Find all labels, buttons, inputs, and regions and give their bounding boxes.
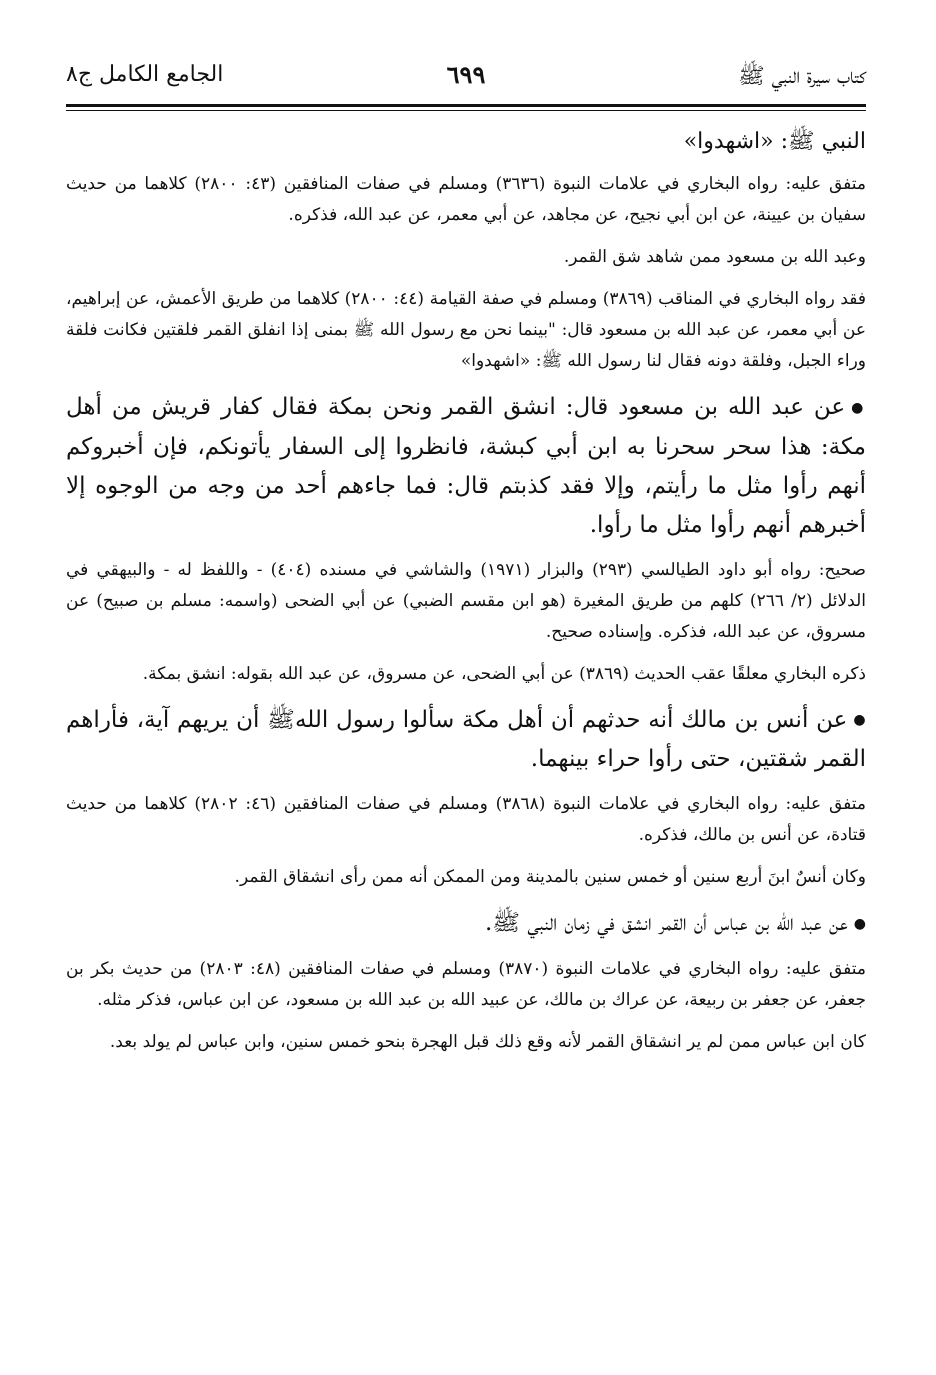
paragraph-note <box>66 242 866 273</box>
page-header <box>66 58 866 104</box>
paragraph-text: صحيح: رواه أبو داود الطيالسي (٢٩٣) والبزار (١٩٧١) والشاشي في مسنده (٤٠٤) - واللفظ له - والبيهقي في الدلائل (٢/ ٢٦٦) كلهم من طريق المغيرة (هو ابن مقسم الضبي) عن أبي الضحى (واسمه: مسلم بن صبيح) عن مسروق، عن عبد الله، فذكره. وإسناده صحيح. <box>66 559 866 642</box>
paragraph-note <box>66 862 866 893</box>
paragraph-text: متفق عليه: رواه البخاري في علامات النبوة (٣٨٧٠) ومسلم في صفات المنافقين (٤٨: ٢٨٠٣) من حديث بكر بن جعفر، عن جعفر بن ربيعة، عن عراك بن مالك، عن عبيد الله بن عبد الله بن مسعود، عن ابن عباس، فذكر مثله. <box>66 958 867 1010</box>
paragraph-takhrij <box>66 284 866 377</box>
paragraph-hadith <box>66 388 866 545</box>
paragraph-text: متفق عليه: رواه البخاري في علامات النبوة (٣٨٦٨) ومسلم في صفات المنافقين (٤٦: ٢٨٠٢) كلاهما من حديث قتادة، عن أنس بن مالك، فذكره. <box>66 794 866 845</box>
paragraph-text: فقد رواه البخاري في المناقب (٣٨٦٩) ومسلم في صفة القيامة (٤٤: ٢٨٠٠) كلاهما من طريق الأعمش، عن إبراهيم، عن أبي معمر، عن عبد الله بن مسعود قال: "بينما نحن مع رسول الله ﷺ بمنى إذا انفلق القمر فلقتين فكانت فلقة وراء الجبل، وفلقة دونه فقال لنا رسول الله ﷺ: «اشهدوا» <box>66 289 866 371</box>
paragraph-text: وعبد الله بن مسعود ممن شاهد شق القمر. <box>563 247 866 267</box>
paragraph-text: عن عبد الله بن عباس أن القمر انشق في زمان النبي ﷺ. <box>485 910 848 936</box>
book-title: كتاب سيرة النبي ﷺ <box>738 64 866 89</box>
paragraph-takhrij <box>66 789 866 851</box>
page-content <box>66 125 866 1058</box>
page-number: ٦٩٩ <box>446 60 486 89</box>
header-rule-thick <box>66 104 866 107</box>
paragraph-hadith <box>66 701 866 780</box>
paragraph-text: النبي ﷺ: «اشهدوا» <box>683 129 866 154</box>
paragraph-note <box>66 1027 866 1058</box>
volume-label: الجامع الكامل ج٨ <box>66 62 224 87</box>
paragraph-text: ذكره البخاري معلقًا عقب الحديث (٣٨٦٩) عن أبي الضحى، عن مسروق، عن عبد الله بقوله: انشق بمكة. <box>142 663 866 684</box>
paragraph-takhrij <box>66 169 866 231</box>
paragraph-lead <box>66 125 866 159</box>
paragraph-text: عن أنس بن مالك أنه حدثهم أن أهل مكة سألوا رسول اللهﷺ أن يريهم آية، فأراهم القمر شقتين، حتى رأوا حراء بينهما. <box>66 706 866 772</box>
bullet-icon: ● <box>853 712 866 728</box>
paragraph-takhrij <box>66 954 866 1016</box>
paragraph-text: وكان أنسٌ ابنَ أربع سنين أو خمس سنين بالمدينة ومن الممكن أنه ممن رأى انشقاق القمر. <box>234 867 866 887</box>
bullet-icon: ● <box>851 399 866 416</box>
bullet-icon: ● <box>853 915 866 932</box>
paragraph-text: عن عبد الله بن مسعود قال: انشق القمر ونحن بمكة فقال كفار قريش من أهل مكة: هذا سحر سحرنا به ابن أبي كبشة، فانظروا إلى السفار يأتونكم، فإن أخبروكم أنهم رأوا مثل ما رأيتم، وإلا فقد كذبتم قال: فما جاءهم أحد من وجه من الوجوه إلا أخبرهم أنهم رأوا مثل ما رأوا. <box>66 394 866 538</box>
paragraph-note <box>66 659 866 690</box>
header-rule-thin <box>66 110 866 111</box>
paragraph-text: كان ابن عباس ممن لم ير انشقاق القمر لأنه وقع ذلك قبل الهجرة بنحو خمس سنين، وابن عباس لم يولد بعد. <box>109 1031 866 1052</box>
paragraph-hadith <box>66 904 866 944</box>
paragraph-takhrij <box>66 555 866 648</box>
paragraph-text: متفق عليه: رواه البخاري في علامات النبوة (٣٦٣٦) ومسلم في صفات المنافقين (٤٣: ٢٨٠٠) كلاهما من حديث سفيان بن عيينة، عن ابن أبي نجيح، عن مجاهد، عن أبي معمر، عن عبد الله، فذكره. <box>66 174 866 225</box>
